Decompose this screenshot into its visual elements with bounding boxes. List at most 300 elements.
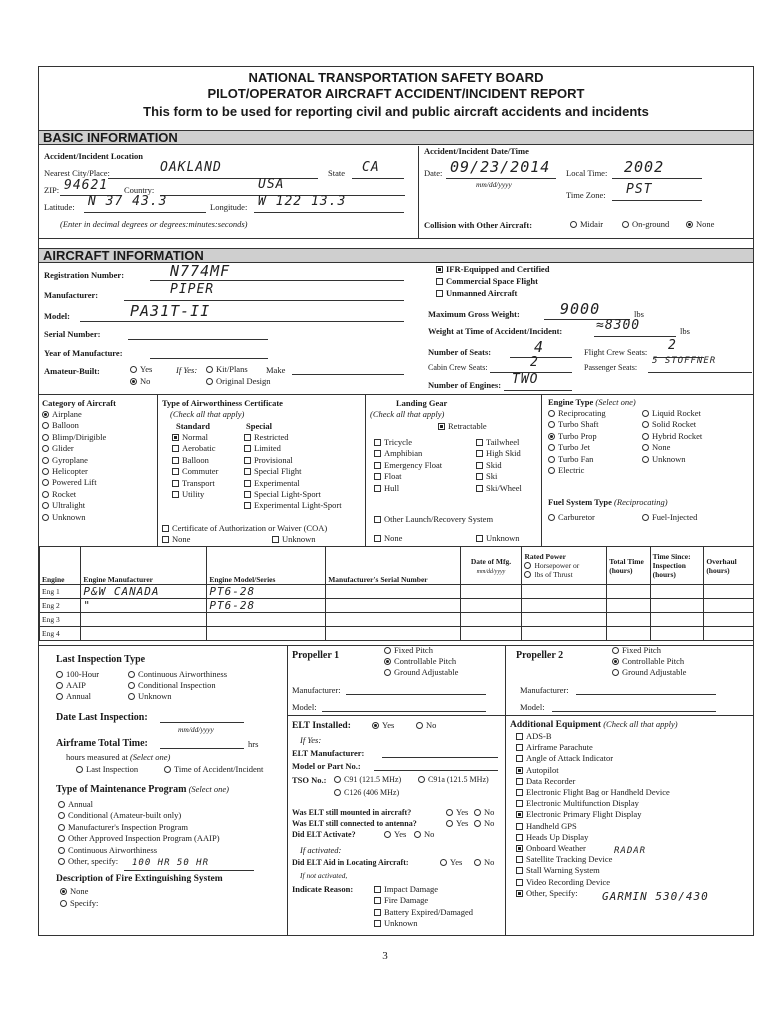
radio-icon [42, 502, 49, 509]
engine-model-cell[interactable] [207, 627, 326, 641]
hrs-label: hrs [248, 739, 259, 749]
elt-reason-label: Indicate Reason: [292, 884, 354, 894]
fire-specify[interactable]: Specify: [60, 898, 98, 909]
category-item-0[interactable]: Airplane [42, 409, 82, 420]
equipment-item-0[interactable]: ADS-B [516, 731, 552, 742]
date-last-inspection-label: Date Last Inspection: [56, 712, 148, 723]
registration-value[interactable]: N774MF [170, 262, 231, 280]
engine-row-label: Eng 2 [40, 599, 81, 613]
gear-right-item-0[interactable]: Tailwheel [476, 437, 519, 448]
gear-right-item-3[interactable]: Ski [476, 471, 497, 482]
manufacturer-label: Manufacturer: [44, 290, 99, 300]
checkbox-icon [476, 473, 483, 480]
checkbox-icon [516, 811, 523, 818]
elt-antenna-q: Was ELT still connected to antenna? [292, 819, 417, 828]
checkbox-icon [244, 468, 251, 475]
standard-title: Standard [176, 421, 211, 431]
elt-aid-yes[interactable]: Yes [440, 857, 462, 868]
engine-manufacturer-cell[interactable]: P&W CANADA [81, 585, 207, 599]
radio-icon [42, 479, 49, 486]
equipment-item-3[interactable]: Autopilot [516, 765, 559, 776]
gear-retractable[interactable]: Retractable [438, 421, 487, 432]
category-item-2[interactable]: Blimp/Dirigible [42, 432, 106, 443]
elt-if-activated: If activated: [300, 845, 342, 855]
insp-unknown[interactable]: Unknown [128, 691, 172, 702]
radio-icon [42, 422, 49, 429]
crew-seats-value[interactable]: 2 [668, 338, 677, 353]
checkbox-icon [476, 450, 483, 457]
standard-item-5[interactable]: Utility [172, 489, 204, 500]
engine-manufacturer-cell[interactable] [81, 627, 207, 641]
elt-antenna-no[interactable]: No [474, 818, 494, 829]
equipment-item-10[interactable]: Onboard Weather [516, 843, 586, 854]
engine-row-label: Eng 1 [40, 585, 81, 599]
fuel-carburetor[interactable]: Carburetor [548, 512, 595, 523]
engine-manufacturer-cell[interactable] [81, 613, 207, 627]
engine-type-left-item-0[interactable]: Reciprocating [548, 408, 606, 419]
standard-item-4[interactable]: Transport [172, 478, 215, 489]
equipment-item-12[interactable]: Stall Warning System [516, 865, 600, 876]
checkbox-icon [374, 439, 381, 446]
radio-icon [58, 835, 65, 842]
checkbox-icon [516, 823, 523, 830]
elt-model-label: Model or Part No.: [292, 761, 361, 771]
checkbox-icon [374, 886, 381, 893]
checkbox-icon [476, 439, 483, 446]
table-row [40, 599, 754, 613]
radio-icon [548, 467, 555, 474]
radio-icon [548, 433, 555, 440]
radio-icon [42, 445, 49, 452]
engine-model-cell[interactable] [207, 613, 326, 627]
col-engine: Engine [40, 547, 81, 585]
engine-type-right-item-2[interactable]: Hybrid Rocket [642, 431, 702, 442]
tso-c126[interactable]: C126 (406 MHz) [334, 787, 399, 798]
manufacturer-value[interactable]: PIPER [170, 282, 215, 297]
lbs-label-2: lbs [680, 326, 690, 336]
checkbox-icon [172, 468, 179, 475]
registration-label: Registration Number: [44, 270, 125, 280]
weight-accident-value[interactable]: ≈8300 [596, 318, 641, 333]
original-design[interactable]: Original Design [206, 376, 271, 387]
category-item-5[interactable]: Helicopter [42, 466, 88, 477]
tso-c91a[interactable]: C91a (121.5 MHz) [418, 774, 489, 785]
equipment-item-11[interactable]: Satellite Tracking Device [516, 854, 612, 865]
radio-icon [642, 444, 649, 451]
engine-empty-cell[interactable] [522, 627, 607, 641]
form-subtitle: This form to be used for reporting civil and public aircraft accidents and incidents [143, 104, 649, 119]
gear-left-item-4[interactable]: Hull [374, 483, 399, 494]
elt-aid-no[interactable]: No [474, 857, 494, 868]
engine-empty-cell[interactable] [326, 627, 460, 641]
elt-aid-q: Did ELT Aid in Locating Aircraft: [292, 858, 409, 867]
kit-plans[interactable]: Kit/Plans [206, 364, 248, 375]
prop2-fixed[interactable]: Fixed Pitch [612, 645, 661, 656]
date-last-inspection-hint: mm/dd/yyyy [178, 725, 214, 734]
prop2-model-label: Model: [520, 702, 545, 712]
propeller-2-title: Propeller 2 [516, 650, 564, 661]
engine-type-left-item-4[interactable]: Turbo Fan [548, 454, 593, 465]
location-label: Accident/Incident Location [44, 151, 143, 161]
prop1-fixed[interactable]: Fixed Pitch [384, 645, 433, 656]
prop2-manufacturer-label: Manufacturer: [520, 685, 569, 695]
radio-icon [548, 410, 555, 417]
engine-empty-cell[interactable] [704, 613, 754, 627]
landing-gear-title: Landing Gear [396, 398, 448, 408]
checkbox-icon [516, 789, 523, 796]
measured-time-accident[interactable]: Time of Accident/Incident [164, 764, 263, 775]
serial-label: Serial Number: [44, 329, 101, 339]
collision-midair[interactable]: Midair [570, 219, 603, 230]
checkbox-icon [516, 744, 523, 751]
equipment-item-7[interactable]: Electronic Primary Flight Display [516, 809, 641, 820]
local-time-value[interactable]: 2002 [624, 158, 665, 176]
fuel-system-title: Fuel System Type (Reciprocating) [548, 497, 668, 507]
category-item-1[interactable]: Balloon [42, 420, 79, 431]
engine-type-left-item-5[interactable]: Electric [548, 465, 584, 476]
prop2-controllable[interactable]: Controllable Pitch [612, 656, 684, 667]
engine-empty-cell[interactable] [460, 585, 522, 599]
checkbox-icon [172, 457, 179, 464]
engine-empty-cell[interactable] [650, 599, 704, 613]
zip-label: ZIP: [44, 185, 60, 195]
local-time-label: Local Time: [566, 168, 608, 178]
tso-c91[interactable]: C91 (121.5 MHz) [334, 774, 401, 785]
collision-on-ground[interactable]: On-ground [622, 219, 669, 230]
passenger-seats-label: Passenger Seats: [584, 363, 638, 372]
equipment-item-2[interactable]: Angle of Attack Indicator [516, 753, 613, 764]
prop1-manufacturer-label: Manufacturer: [292, 685, 341, 695]
engine-model-cell[interactable]: PT6-28 [207, 599, 326, 613]
special-item-5[interactable]: Special Light-Sport [244, 489, 321, 500]
timezone-label: Time Zone: [566, 190, 606, 200]
engine-empty-cell[interactable] [326, 599, 460, 613]
radio-icon [58, 824, 65, 831]
timezone-value[interactable]: PST [626, 182, 653, 197]
max-gross-weight-label: Maximum Gross Weight: [428, 309, 520, 319]
state-value[interactable]: CA [362, 160, 380, 175]
engine-empty-cell[interactable] [460, 599, 522, 613]
engine-empty-cell[interactable] [704, 627, 754, 641]
seats-value[interactable]: 4 [534, 338, 545, 356]
onboard-weather-value[interactable]: RADAR [614, 846, 647, 856]
elt-reason-item-0[interactable]: Impact Damage [374, 884, 438, 895]
make-label: Make [266, 365, 286, 375]
engine-type-right-item-4[interactable]: Unknown [642, 454, 686, 465]
standard-item-0[interactable]: Normal [172, 432, 208, 443]
latitude-value[interactable]: N 37 43.3 [88, 194, 168, 209]
engine-empty-cell[interactable] [650, 613, 704, 627]
measured-last-inspection[interactable]: Last Inspection [76, 764, 138, 775]
equipment-item-8[interactable]: Handheld GPS [516, 821, 577, 832]
equipment-item-4[interactable]: Data Recorder [516, 776, 575, 787]
last-inspection-title: Last Inspection Type [56, 654, 146, 665]
agency-title: NATIONAL TRANSPORTATION SAFETY BOARD [248, 70, 544, 85]
country-label: Country: [124, 185, 155, 195]
engine-empty-cell[interactable] [522, 599, 607, 613]
standard-item-1[interactable]: Aerobatic [172, 443, 216, 454]
maintenance-item-3[interactable]: Other Approved Inspection Program (AAIP) [58, 833, 220, 844]
engine-empty-cell[interactable] [326, 613, 460, 627]
max-gross-weight-value[interactable]: 9000 [560, 300, 601, 318]
maintenance-item-2[interactable]: Manufacturer's Inspection Program [58, 822, 188, 833]
engine-empty-cell[interactable] [704, 599, 754, 613]
category-item-9[interactable]: Unknown [42, 512, 86, 523]
tso-label: TSO No.: [292, 775, 327, 785]
special-item-3[interactable]: Special Flight [244, 466, 301, 477]
checkbox-icon [374, 485, 381, 492]
equipment-item-5[interactable]: Electronic Flight Bag or Handheld Device [516, 787, 670, 798]
prop1-controllable[interactable]: Controllable Pitch [384, 656, 456, 667]
gear-left-item-1[interactable]: Amphibian [374, 448, 422, 459]
engine-empty-cell[interactable] [522, 585, 607, 599]
gear-none[interactable]: None [374, 533, 402, 544]
engines-value[interactable]: TWO [512, 372, 539, 387]
engine-empty-cell[interactable] [704, 585, 754, 599]
radio-icon [42, 457, 49, 464]
hours-measured-label: hours measured at (Select one) [66, 752, 171, 762]
engine-empty-cell[interactable] [326, 585, 460, 599]
latitude-label: Latitude: [44, 202, 75, 212]
equipment-item-13[interactable]: Video Recording Device [516, 877, 610, 888]
section-basic-information: BASIC INFORMATION [39, 130, 753, 145]
engine-empty-cell[interactable] [522, 613, 607, 627]
col-rated-power: Rated Power Horsepower or lbs of Thrust [522, 547, 607, 585]
airframe-time-label: Airframe Total Time: [56, 738, 148, 749]
insp-aaip[interactable]: AAIP [56, 680, 86, 691]
checkbox-icon [516, 733, 523, 740]
gear-unknown[interactable]: Unknown [476, 533, 520, 544]
lbs-label: lbs [634, 309, 644, 319]
longitude-value[interactable]: W 122 13.3 [258, 194, 347, 209]
elt-activate-yes[interactable]: Yes [384, 829, 406, 840]
engine-table [39, 546, 754, 641]
equipment-item-9[interactable]: Heads Up Display [516, 832, 588, 843]
engine-type-left-item-1[interactable]: Turbo Shaft [548, 419, 599, 430]
engine-row-label: Eng 4 [40, 627, 81, 641]
gear-right-item-1[interactable]: High Skid [476, 448, 521, 459]
engine-empty-cell[interactable] [460, 613, 522, 627]
gear-left-item-3[interactable]: Float [374, 471, 401, 482]
checkbox-icon [172, 480, 179, 487]
checkbox-icon [516, 755, 523, 762]
engine-type-title: Engine Type (Select one) [548, 397, 636, 407]
elt-if-yes: If Yes: [300, 735, 322, 745]
radio-icon [642, 421, 649, 428]
equipment-title: Additional Equipment (Check all that apply) [510, 719, 678, 730]
datetime-label: Accident/Incident Date/Time [424, 146, 529, 156]
special-item-6[interactable]: Experimental Light-Sport [244, 500, 342, 511]
engines-label: Number of Engines: [428, 380, 502, 390]
gear-right-item-2[interactable]: Skid [476, 460, 502, 471]
date-label: Date: [424, 168, 443, 178]
city-label: Nearest City/Place: [44, 168, 110, 178]
radio-icon [58, 847, 65, 854]
checkbox-icon [244, 480, 251, 487]
weight-accident-label: Weight at Time of Accident/Incident: [428, 326, 563, 336]
maintenance-item-5[interactable]: Other, specify: [58, 856, 118, 867]
col-overhaul: Overhaul (hours) [704, 547, 754, 585]
checkbox-icon [244, 491, 251, 498]
checkbox-icon [516, 778, 523, 785]
radio-icon [42, 491, 49, 498]
collision-label: Collision with Other Aircraft: [424, 220, 533, 230]
amateur-yes[interactable]: Yes [130, 364, 152, 375]
radio-icon [58, 858, 65, 865]
section-aircraft-information: AIRCRAFT INFORMATION [39, 248, 753, 263]
date-value[interactable]: 09/23/2014 [450, 158, 551, 176]
checkbox-icon [172, 491, 179, 498]
insp-annual[interactable]: Annual [56, 691, 91, 702]
elt-mounted-yes[interactable]: Yes [446, 807, 468, 818]
city-value[interactable]: OAKLAND [160, 160, 222, 175]
gear-left-item-2[interactable]: Emergency Float [374, 460, 442, 471]
col-date-mfg: Date of Mfg. mm/dd/yyyy [460, 547, 522, 585]
radio-icon [42, 411, 49, 418]
elt-reason-item-2[interactable]: Battery Expired/Damaged [374, 907, 473, 918]
radio-icon [42, 514, 49, 521]
propeller-1-title: Propeller 1 [292, 650, 340, 661]
insp-100-hour[interactable]: 100-Hour [56, 669, 99, 680]
special-item-1[interactable]: Limited [244, 443, 281, 454]
maintenance-title: Type of Maintenance Program (Select one) [56, 784, 229, 795]
special-item-2[interactable]: Provisional [244, 455, 293, 466]
country-value[interactable]: USA [258, 177, 285, 192]
special-title: Special [246, 421, 272, 431]
model-label: Model: [44, 311, 70, 321]
special-item-4[interactable]: Experimental [244, 478, 300, 489]
engine-type-right-item-3[interactable]: None [642, 442, 670, 453]
equipment-item-6[interactable]: Electronic Multifunction Display [516, 798, 639, 809]
checkbox-icon [244, 457, 251, 464]
engine-empty-cell[interactable] [607, 585, 650, 599]
coordinate-hint: (Enter in decimal degrees or degrees:minutes:seconds) [60, 219, 248, 229]
amateur-no[interactable]: No [130, 376, 150, 387]
category-item-6[interactable]: Powered Lift [42, 477, 97, 488]
fire-none[interactable]: None [60, 886, 88, 897]
checkbox-icon [244, 502, 251, 509]
checkbox-icon [244, 445, 251, 452]
insp-continuous[interactable]: Continuous Airworthiness [128, 669, 227, 680]
gear-left-item-0[interactable]: Tricycle [374, 437, 412, 448]
checkbox-icon [172, 434, 179, 441]
radio-icon [58, 812, 65, 819]
checkbox-icon [374, 897, 381, 904]
collision-none[interactable]: None [686, 219, 714, 230]
elt-activate-no[interactable]: No [414, 829, 434, 840]
engine-empty-cell[interactable] [460, 627, 522, 641]
longitude-label: Longitude: [210, 202, 248, 212]
elt-if-not-activated: If not activated, [300, 871, 348, 880]
checkbox-icon [374, 473, 381, 480]
engine-type-left-item-3[interactable]: Turbo Jet [548, 442, 590, 453]
commercial-space[interactable]: Commercial Space Flight [436, 276, 538, 287]
checkbox-icon [516, 834, 523, 841]
model-value[interactable]: PA31T-II [130, 302, 211, 320]
airworthiness-none[interactable]: None [162, 534, 190, 545]
crew-seats-label: Flight Crew Seats: [584, 347, 648, 357]
checkbox-icon [516, 867, 523, 874]
standard-item-3[interactable]: Commuter [172, 466, 218, 477]
equipment-other-value[interactable]: GARMIN 530/430 [602, 890, 709, 903]
prop2-ground[interactable]: Ground Adjustable [612, 667, 686, 678]
landing-gear-hint: (Check all that apply) [370, 409, 445, 419]
equipment-item-14[interactable]: Other, Specify: [516, 888, 578, 899]
gear-right-item-4[interactable]: Ski/Wheel [476, 483, 522, 494]
engine-type-right-item-0[interactable]: Liquid Rocket [642, 408, 701, 419]
year-label: Year of Manufacture: [44, 348, 123, 358]
passenger-seats-value[interactable]: 5 STOFFNER [652, 356, 717, 366]
engine-type-left-item-2[interactable]: Turbo Prop [548, 431, 597, 442]
elt-antenna-yes[interactable]: Yes [446, 818, 468, 829]
cabin-seats-value[interactable]: 2 [530, 355, 539, 370]
if-yes-label: If Yes: [176, 365, 198, 375]
gear-other[interactable]: Other Launch/Recovery System [374, 514, 493, 525]
engine-manufacturer-cell[interactable]: " [81, 599, 207, 613]
radio-icon [58, 801, 65, 808]
special-item-0[interactable]: Restricted [244, 432, 288, 443]
engine-empty-cell[interactable] [650, 585, 704, 599]
engine-empty-cell[interactable] [650, 627, 704, 641]
elt-yes[interactable]: Yes [372, 720, 394, 731]
checkbox-icon [516, 879, 523, 886]
category-item-3[interactable]: Glider [42, 443, 74, 454]
unmanned-aircraft[interactable]: Unmanned Aircraft [436, 288, 517, 299]
col-engine-model: Engine Model/Series [207, 547, 326, 585]
standard-item-2[interactable]: Balloon [172, 455, 209, 466]
airworthiness-hint: (Check all that apply) [170, 409, 245, 419]
fuel-injected[interactable]: Fuel-Injected [642, 512, 697, 523]
radio-icon [548, 421, 555, 428]
equipment-item-1[interactable]: Airframe Parachute [516, 742, 593, 753]
insp-conditional[interactable]: Conditional Inspection [128, 680, 216, 691]
elt-reason-item-3[interactable]: Unknown [374, 918, 418, 929]
maintenance-item-1[interactable]: Conditional (Amateur-built only) [58, 810, 181, 821]
maintenance-item-4[interactable]: Continuous Airworthiness [58, 845, 157, 856]
elt-reason-item-1[interactable]: Fire Damage [374, 895, 428, 906]
airworthiness-unknown[interactable]: Unknown [272, 534, 316, 545]
ifr-equipped[interactable]: IFR-Equipped and Certified [436, 264, 549, 275]
category-item-8[interactable]: Ultralight [42, 500, 85, 511]
elt-no[interactable]: No [416, 720, 436, 731]
checkbox-icon [374, 920, 381, 927]
prop1-ground[interactable]: Ground Adjustable [384, 667, 458, 678]
radio-icon [42, 434, 49, 441]
checkbox-icon [476, 462, 483, 469]
category-item-7[interactable]: Rocket [42, 489, 76, 500]
page-number: 3 [382, 950, 388, 962]
checkbox-icon [476, 485, 483, 492]
engine-type-right-item-1[interactable]: Solid Rocket [642, 419, 696, 430]
fire-extinguishing-title: Description of Fire Extinguishing System [56, 874, 223, 884]
engine-model-cell[interactable]: PT6-28 [207, 585, 326, 599]
elt-mounted-no[interactable]: No [474, 807, 494, 818]
radio-icon [548, 456, 555, 463]
maintenance-other-value[interactable]: 100 HR 50 HR [132, 858, 210, 868]
zip-value[interactable]: 94621 [64, 178, 109, 193]
elt-mounted-q: Was ELT still mounted in aircraft? [292, 808, 412, 817]
coa-checkbox[interactable]: Certificate of Authorization or Waiver (COA) [162, 523, 327, 534]
airworthiness-title: Type of Airworthiness Certificate [162, 398, 283, 408]
elt-activate-q: Did ELT Activate? [292, 830, 356, 839]
radio-icon [42, 468, 49, 475]
engine-empty-cell[interactable] [607, 599, 650, 613]
category-item-4[interactable]: Gyroplane [42, 455, 88, 466]
maintenance-item-0[interactable]: Annual [58, 799, 93, 810]
elt-installed-label: ELT Installed: [292, 721, 351, 731]
engine-empty-cell[interactable] [607, 613, 650, 627]
engine-empty-cell[interactable] [607, 627, 650, 641]
